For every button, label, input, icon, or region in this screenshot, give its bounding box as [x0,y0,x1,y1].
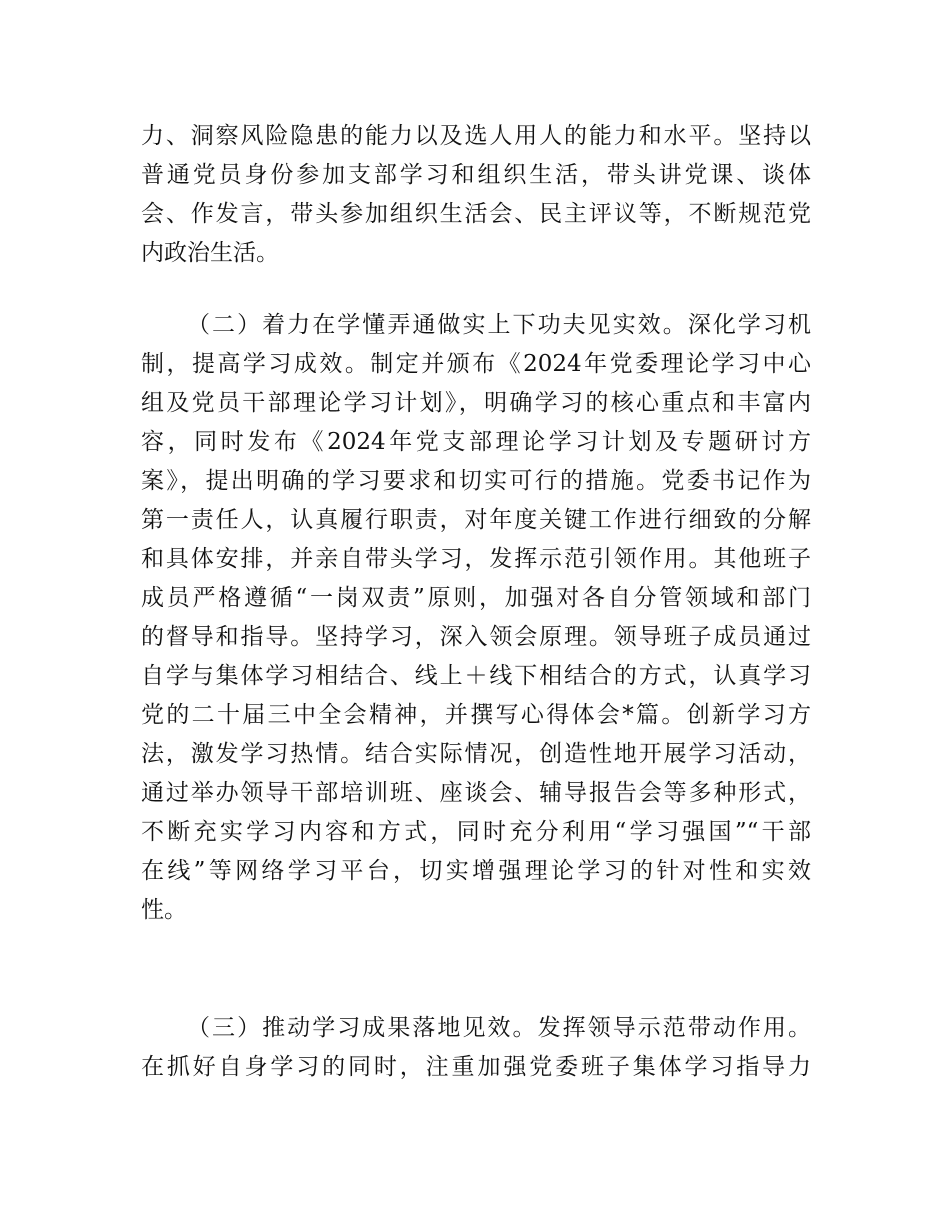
section-heading-line: （二）着力在学懂弄通做实上下功夫见实效。深化学习机 [187,312,811,338]
text-line: 会、作发言，带头参加组织生活会、民主评议等，不断规范党 [141,201,811,227]
text-line: 的督导和指导。坚持学习，深入领会原理。领导班子成员通过 [141,624,811,650]
text-line: 通过举办领导干部培训班、座谈会、辅导报告会等多种形式， [141,780,811,806]
text-line: 容，同时发布《2024年党支部理论学习计划及专题研讨方 [141,429,811,455]
text-line: 案》，提出明确的学习要求和切实可行的措施。党委书记作为 [141,468,811,494]
section-heading-line: （三）推动学习成果落地见效。发挥领导示范带动作用。 [187,1015,811,1041]
paragraph-section-two [141,306,811,930]
text-line: 法，激发学习热情。结合实际情况，创造性地开展学习活动， [141,741,811,767]
text-line: 性。 [141,897,187,923]
text-line: 党的二十届三中全会精神，并撰写心得体会*篇。创新学习方 [141,702,811,728]
text-line: 组及党员干部理论学习计划》，明确学习的核心重点和丰富内 [141,390,811,416]
text-line: 第一责任人，认真履行职责，对年度关键工作进行细致的分解 [141,507,811,533]
text-line: 成员严格遵循“一岗双责”原则，加强对各自分管领域和部门 [141,585,811,611]
text-line: 制，提高学习成效。制定并颁布《2024年党委理论学习中心 [141,351,811,377]
text-line: 普通党员身份参加支部学习和组织生活，带头讲党课、谈体 [141,162,811,188]
paragraph-section-three [141,1009,811,1087]
text-line: 在抓好自身学习的同时，注重加强党委班子集体学习指导力 [141,1054,811,1080]
text-line: 不断充实学习内容和方式，同时充分利用“学习强国”“干部 [141,819,811,845]
text-line: 力、洞察风险隐患的能力以及选人用人的能力和水平。坚持以 [141,123,811,149]
text-line: 和具体安排，并亲自带头学习，发挥示范引领作用。其他班子 [141,546,811,572]
text-line: 自学与集体学习相结合、线上＋线下相结合的方式，认真学习 [141,663,811,689]
text-line: 内政治生活。 [141,240,279,266]
paragraph-continuation [141,117,811,273]
text-line: 在线”等网络学习平台，切实增强理论学习的针对性和实效 [141,858,811,884]
